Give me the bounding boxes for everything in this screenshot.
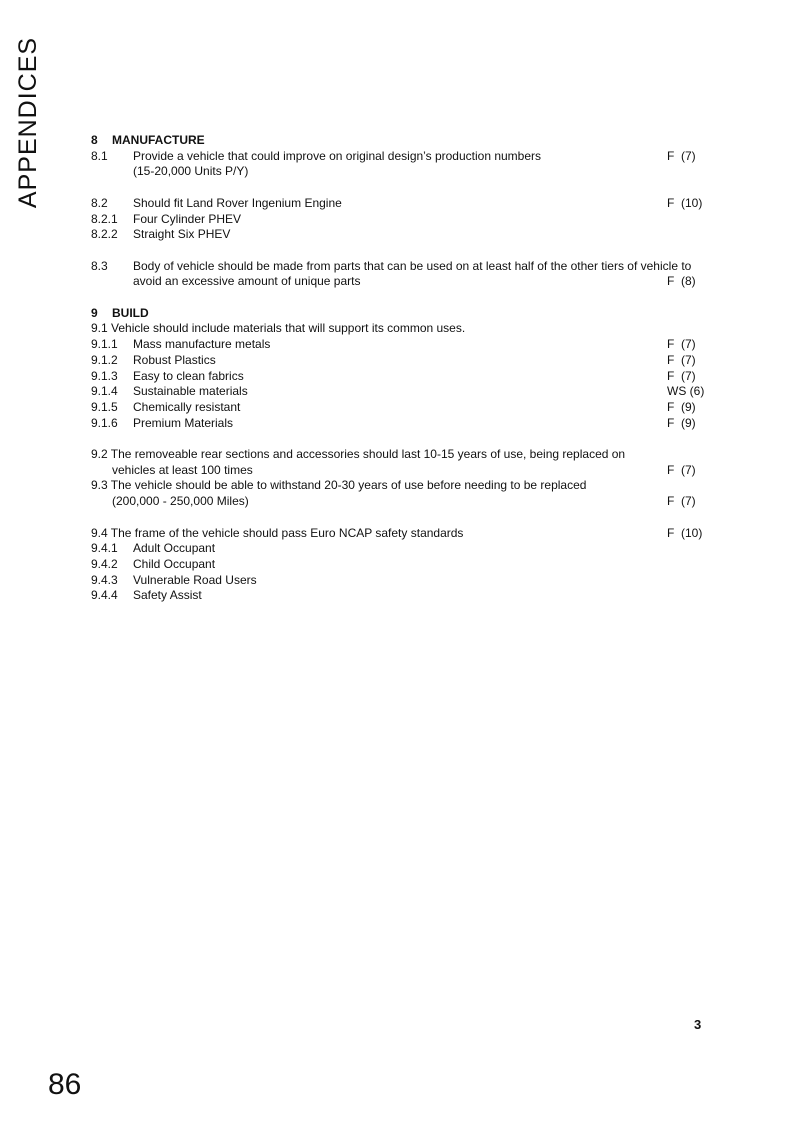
section-side-title — [6, 36, 52, 208]
spec-subitem — [91, 353, 703, 369]
item-text: Easy to clean fabrics — [133, 368, 244, 383]
section-heading — [91, 133, 703, 149]
spec-subitem — [91, 384, 703, 400]
spec-subitem — [91, 400, 703, 416]
priority-code: WS (6) — [667, 384, 705, 399]
spec-item — [91, 259, 703, 275]
spec-subitem — [91, 573, 703, 589]
item-number: 9.4.2 — [91, 556, 118, 571]
priority-code: F (7) — [667, 337, 696, 352]
item-text: Sustainable materials — [133, 384, 248, 399]
section-title: BUILD — [112, 305, 149, 320]
spec-item — [91, 321, 703, 337]
item-number: 9.1.4 — [91, 384, 118, 399]
spec-item — [91, 196, 703, 212]
item-text: Child Occupant — [133, 556, 216, 571]
spec-item-continued — [91, 164, 703, 180]
item-number: 9.1.6 — [91, 415, 118, 430]
item-text: Vulnerable Road Users — [133, 572, 257, 587]
page-number: 86 — [48, 1068, 82, 1101]
priority-code: F (7) — [667, 352, 696, 367]
priority-code: F (7) — [667, 368, 696, 383]
spec-item-continued — [91, 494, 703, 510]
spec-item — [91, 526, 703, 542]
item-number: 9.1.3 — [91, 368, 118, 383]
item-text: Straight Six PHEV — [133, 227, 231, 242]
item-number: 9.4.1 — [91, 541, 118, 556]
item-text: (200,000 - 250,000 Miles) — [112, 494, 249, 509]
item-number: 9.4.4 — [91, 588, 118, 603]
item-text: avoid an excessive amount of unique parts — [133, 274, 361, 289]
spec-subitem — [91, 227, 703, 243]
priority-code: F (7) — [667, 148, 696, 163]
item-text: Safety Assist — [133, 588, 202, 603]
item-text: vehicles at least 100 times — [112, 462, 253, 477]
section-number: 8 — [91, 133, 98, 147]
item-text: Body of vehicle should be made from parts that can be used on at least half of the other tiers of vehicle to — [133, 258, 692, 273]
spec-item-continued — [91, 274, 703, 290]
spec-item-continued — [91, 463, 703, 479]
item-number: 8.2 — [91, 195, 108, 210]
item-number: 9.1.2 — [91, 352, 118, 367]
item-text: Provide a vehicle that could improve on original design’s production numbers — [133, 148, 542, 163]
priority-code: F (9) — [667, 415, 696, 430]
item-number: 9.1.5 — [91, 399, 118, 414]
priority-code: F (7) — [667, 494, 696, 509]
section-number: 9 — [91, 305, 98, 320]
spec-subitem — [91, 337, 703, 353]
spec-item — [91, 447, 703, 463]
spec-item — [91, 478, 703, 494]
item-text: 9.3 The vehicle should be able to withstand 20-30 years of use before needing to be replaced — [91, 478, 587, 493]
spec-subitem — [91, 541, 703, 557]
item-number: 9.1.1 — [91, 337, 118, 352]
section-heading — [91, 306, 703, 322]
spec-item — [91, 149, 703, 165]
spec-subitem — [91, 588, 703, 604]
spec-subitem — [91, 212, 703, 228]
priority-code: F (10) — [667, 195, 703, 210]
item-text: 9.4 The frame of the vehicle should pass Euro NCAP safety standards — [91, 525, 464, 540]
priority-code: F (7) — [667, 462, 696, 477]
item-number: 8.2.1 — [91, 211, 118, 226]
item-number: 8.1 — [91, 148, 108, 163]
item-text: Premium Materials — [133, 415, 234, 430]
side-title-text: APPENDICES — [14, 36, 43, 208]
item-text: 9.2 The removeable rear sections and accessories should last 10-15 years of use, being replaced on — [91, 447, 626, 461]
spec-subitem — [91, 416, 703, 432]
item-text: Adult Occupant — [133, 541, 216, 556]
spec-list — [91, 133, 703, 604]
priority-code: F (9) — [667, 399, 696, 414]
document-page-number: 3 — [694, 1017, 702, 1032]
item-number: 9.4.3 — [91, 572, 118, 587]
item-text: Should fit Land Rover Ingenium Engine — [133, 195, 342, 210]
item-text: Robust Plastics — [133, 352, 216, 367]
item-text: Four Cylinder PHEV — [133, 211, 242, 226]
item-text: Mass manufacture metals — [133, 337, 271, 352]
item-text: (15-20,000 Units P/Y) — [133, 164, 249, 179]
item-text: Chemically resistant — [133, 399, 241, 414]
spec-subitem — [91, 557, 703, 573]
priority-code: F (10) — [667, 525, 703, 540]
item-number: 8.3 — [91, 258, 108, 273]
priority-code: F (8) — [667, 274, 696, 289]
item-text: 9.1 Vehicle should include materials that will support its common uses. — [91, 321, 466, 336]
section-title: MANUFACTURE — [112, 133, 205, 147]
spec-subitem — [91, 369, 703, 385]
item-number: 8.2.2 — [91, 227, 118, 242]
